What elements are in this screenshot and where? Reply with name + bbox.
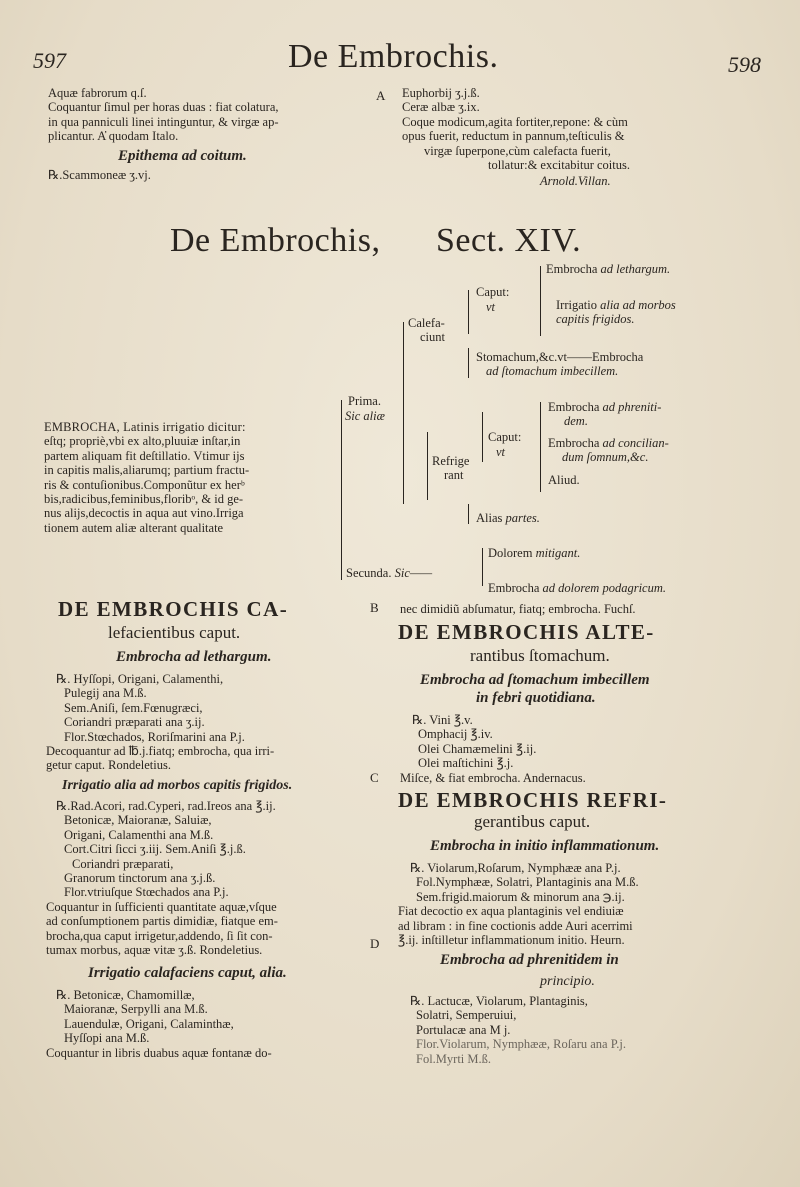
text-line: ℞. Lactucæ, Violarum, Plantaginis, (410, 994, 588, 1008)
text-line: Origani, Calamenthi ana M.ß. (64, 827, 214, 842)
text-line: Flor.Violarum, Nymphææ, Roſaru ana P.j. (416, 1037, 627, 1052)
table-emb-lethargum (546, 262, 670, 276)
text-line: plicantur. A̓ quodam Italo. (48, 129, 179, 144)
text-span: Irrigatio (556, 298, 597, 312)
table-calefaciunt-2: ciunt (420, 330, 445, 344)
rx-scammonea: ℞.Scammoneæ ʒ.vj. (48, 168, 151, 182)
text-span: Embrocha (548, 400, 600, 414)
rx-lethargum (46, 672, 275, 773)
text-line: in qua panniculi linei intinguntur, & virgæ ap- (48, 114, 279, 129)
text-line: Olei maſtichini ℥.j. (418, 756, 514, 771)
rx-calafaciens (46, 988, 272, 1060)
table-irrigatio (556, 298, 676, 312)
margin-letter-b: B (370, 600, 379, 615)
text-line: Decoquantur ad ℔.j.fiatq; embrocha, qua irri- (46, 743, 275, 758)
text-line: Euphorbij ʒ.j.ß. (402, 86, 480, 100)
rx-inflammationum (398, 861, 639, 947)
brace-prima (403, 322, 404, 504)
heading-calefacientibus-2: lefacientibus caput. (108, 623, 241, 642)
heading-alterantibus: DE EMBROCHIS ALTE- (398, 620, 655, 644)
text-line: eſtq; propriè,vbi ex alto,pluuiæ inſtar,in (44, 434, 241, 449)
brace-caput (468, 290, 469, 334)
top-left-paragraph (48, 86, 279, 144)
sub-lethargum: Embrocha ad lethargum. (116, 649, 272, 665)
brace-caput-items (540, 266, 541, 336)
heading-epithema: Epithema ad coitum. (118, 148, 247, 164)
text-line: Sem.Aniſi, ſem.Fœnugræci, (64, 700, 203, 715)
table-stomachum-b: ad ſtomachum imbecillem. (486, 364, 619, 378)
brace-caput2 (482, 412, 483, 462)
text-line: Portulacæ ana M j. (416, 1022, 511, 1037)
table-stomachum: Stomachum,&c.vt——Embrocha (476, 350, 644, 364)
table-calefaciunt-1: Calefa- (408, 316, 445, 330)
text-line: Fiat decoctio ex aqua plantaginis vel endiuiæ (398, 904, 624, 919)
table-caput: Caput: (476, 285, 510, 299)
text-span: mitigant. (535, 546, 581, 560)
text-line: Fol.Myrti M.ß. (416, 1051, 492, 1066)
margin-letter-a: A (376, 88, 386, 103)
top-right-paragraph (402, 86, 630, 172)
page-number-right: 598 (728, 52, 761, 77)
text-line: Omphacij ℥.iv. (418, 727, 493, 742)
section-title-right: Sect. XIV. (436, 222, 582, 259)
text-line: brocha,qua caput irrigetur,addendo, ſi ſit con- (46, 928, 273, 943)
text-line: Coquantur in ſufficienti quantitate aquæ,vſque (46, 899, 277, 914)
text-span: ad lethargum. (600, 262, 671, 276)
text-line: ℥.ij. inſtilletur inflammationum initio. Heurn. (398, 932, 625, 947)
table-alias (476, 511, 540, 525)
text-line: Flor.Stœchados, Roriſmarini ana P.j. (64, 729, 245, 744)
text-line: Flor.vtriuſque Stœchados ana P.j. (64, 885, 229, 900)
table-concil-c: dum ſomnum,&c. (562, 450, 649, 464)
page-number-left: 597 (33, 48, 66, 73)
text-line: tollatur:& excitabitur coitus. (488, 157, 630, 172)
text-line: ad conſumptionem partis dimidiæ, fiatque em- (46, 914, 278, 929)
text-span: Embrocha (546, 262, 598, 276)
sub-calafaciens: Irrigatio calafaciens caput, alia. (88, 965, 287, 981)
text-line: partem aliquam fit deſtillatio. Vtimur ijs (44, 448, 245, 463)
text-line: Coriandri præparati, (72, 856, 174, 871)
heading-alterantibus-2: rantibus ſtomachum. (470, 646, 610, 665)
margin-letter-d: D (370, 936, 380, 951)
text-line: Maioranæ, Serpylli ana M.ß. (64, 1002, 208, 1017)
text-line: ℞. Violarum,Roſarum, Nymphææ ana P.j. (410, 861, 621, 875)
table-prima: Prima. (348, 394, 381, 408)
table-vt2: vt (496, 445, 506, 459)
text-span: Secunda. (346, 566, 392, 580)
text-line: Cort.Citri ſicci ʒ.iij. Sem.Aniſi ℥.j.ß. (64, 842, 246, 857)
text-line: tionem autem aliæ alterant qualitate (44, 520, 224, 535)
table-refrigerant-1: Refrige (432, 454, 470, 468)
sub-phrenitidem: Embrocha ad phrenitidem in (440, 952, 619, 968)
text-line: Coquantur in libris duabus aquæ fontanæ do- (46, 1045, 272, 1060)
right-top-line: nec dimidiũ abſumatur, fiatq; embrocha. Fuchſ. (400, 602, 636, 616)
brace-alias (468, 504, 469, 524)
text-line: EMBROCHA, Latinis irrigatio dicitur: (44, 420, 246, 434)
brace-refrigerant (427, 432, 428, 500)
text-span: partes. (505, 511, 540, 525)
text-span: ad dolorem podagricum. (542, 581, 666, 595)
table-phren-c: dem. (564, 414, 588, 428)
text-line: Miſce, & fiat embrocha. Andernacus. (400, 770, 586, 785)
table-dolorem (488, 546, 580, 560)
table-vt: vt (486, 300, 496, 314)
text-line: Solatri, Semperuiui, (416, 1008, 517, 1023)
section-title-left: De Embrochis, (170, 222, 381, 259)
brace-main (341, 400, 342, 580)
sub-stomachum: Embrocha ad ſtomachum imbecillem (420, 672, 650, 688)
text-span: Embrocha (548, 436, 600, 450)
text-line: Sem.frigid.maiorum & minorum ana ℈.ij. (416, 889, 625, 904)
text-line: Coriandri præparati ana ʒ.ij. (64, 715, 205, 730)
table-aliud: Aliud. (548, 473, 580, 487)
text-line: ℞. Hyſſopi, Origani, Calamenthi, (56, 672, 224, 686)
text-line: getur caput. Rondeletius. (46, 758, 171, 773)
text-line: virgæ ſuperpone,cùm calefacta fuerit, (424, 143, 611, 158)
table-phrenitidem (548, 400, 661, 414)
text-line: ℞. Vini ℥.v. (412, 713, 473, 727)
sub-morbos-frigidos: Irrigatio alia ad morbos capitis frigidos. (62, 778, 293, 793)
text-line: ℞.Rad.Acori, rad.Cyperi, rad.Ireos ana ℥.ij. (56, 799, 276, 813)
text-line: Betonicæ, Maioranæ, Saluiæ, (64, 813, 212, 828)
attribution-villan: Arnold.Villan. (540, 174, 611, 188)
text-line: Lauendulæ, Origani, Calaminthæ, (64, 1016, 234, 1031)
margin-letter-c: C (370, 770, 379, 785)
text-line: ad libram : in fine coctionis adde Auri acerrimi (398, 918, 633, 933)
running-title: De Embrochis. (288, 38, 499, 75)
text-line: Olei Chamæmelini ℥.ij. (418, 741, 537, 756)
heading-refrigerantibus-2: gerantibus caput. (474, 812, 591, 831)
text-line: Ceræ albæ ʒ.ix. (402, 100, 480, 115)
intro-paragraph (44, 420, 249, 535)
text-line: Aquæ fabrorum q.ſ. (48, 86, 147, 100)
text-line: Granorum tinctorum ana ʒ.j.ß. (64, 870, 216, 885)
text-span: alia ad morbos (600, 298, 676, 312)
text-line: ris & contuſionibus.Componũtur ex herᵇ (44, 477, 245, 492)
brace-stomachum (468, 348, 469, 378)
text-line: Coque modicum,agita fortiter,repone: & cùm (402, 114, 628, 129)
sub-inflammationum: Embrocha in initio inflammationum. (430, 838, 660, 854)
table-caput2: Caput: (488, 430, 522, 444)
text-line: Coquantur ſimul per horas duas : fiat colatura, (48, 100, 279, 115)
text-line: in capitis malis,aliarumq; partium fractu- (44, 463, 250, 478)
table-secunda (346, 566, 432, 580)
table-conciliandum (548, 436, 669, 450)
text-span: ad concilian- (602, 436, 669, 450)
text-span: Sic—— (394, 566, 433, 580)
sub-phrenitidem-b: principio. (540, 974, 595, 989)
rx-phrenitidem (410, 994, 626, 1066)
rx-morbos-frigidos (46, 799, 278, 957)
text-line: nus alijs,decoctis in aqua aut vino.Irriga (44, 506, 244, 521)
brace-secunda (482, 548, 483, 586)
text-line: Hyſſopi ana M.ß. (64, 1031, 150, 1046)
table-irrigatio-c: capitis frigidos. (556, 312, 635, 326)
rx-stomachum (400, 713, 586, 785)
table-podagricum (488, 581, 666, 595)
table-refrigerant-2: rant (444, 468, 464, 482)
text-line: ℞. Betonicæ, Chamomillæ, (56, 988, 195, 1002)
text-span: Dolorem (488, 546, 533, 560)
table-sic-aliae: Sic aliæ (345, 409, 385, 423)
text-span: ad phreniti- (602, 400, 662, 414)
text-line: Fol.Nymphææ, Solatri, Plantaginis ana M.ß. (416, 875, 639, 890)
heading-refrigerantibus: DE EMBROCHIS REFRI- (398, 788, 668, 812)
text-line: tumax morbus, aquæ vitæ ʒ.ß. Rondeletius. (46, 942, 263, 957)
text-line: bis,radicibus,feminibus,floribᵒ, & id ge- (44, 491, 244, 506)
text-line: opus fuerit, reductum in pannum,teſticulis & (402, 129, 625, 144)
text-span: Alias (476, 511, 503, 525)
text-line: Pulegij ana M.ß. (64, 686, 147, 701)
text-span: Embrocha (488, 581, 540, 595)
sub-stomachum-b: in febri quotidiana. (476, 690, 596, 706)
heading-calefacientibus: DE EMBROCHIS CA- (58, 597, 289, 621)
brace-refrig-items (540, 402, 541, 492)
